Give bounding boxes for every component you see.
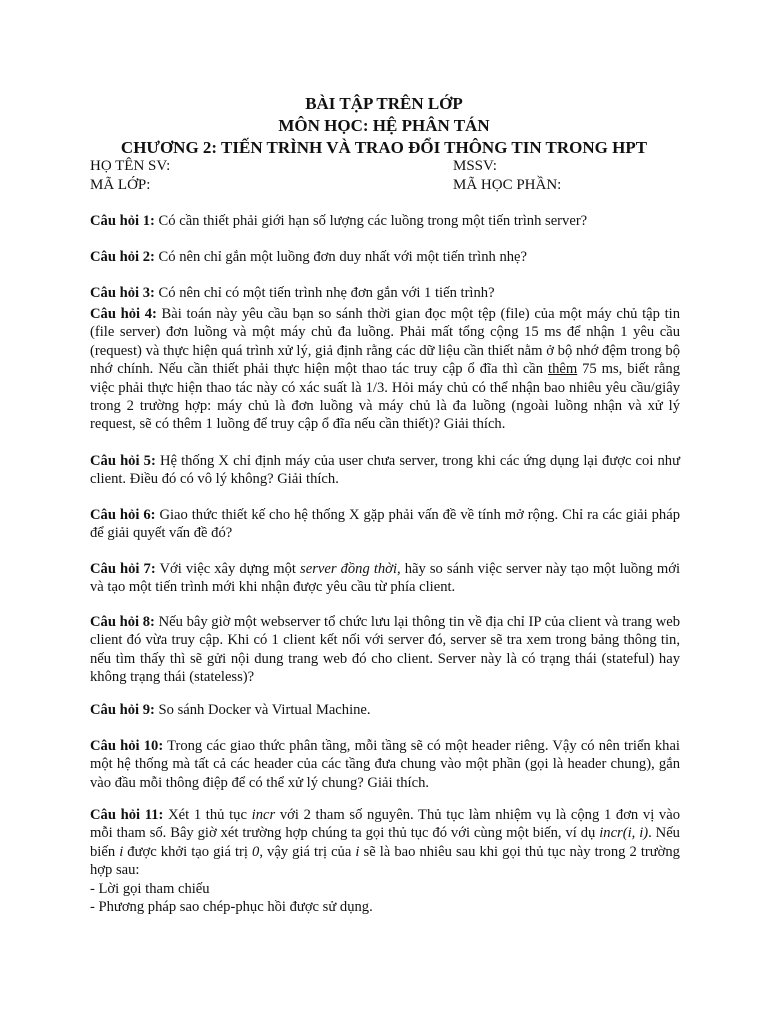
question-label: Câu hỏi 4:	[90, 306, 157, 322]
class-code-label: MÃ LỚP:	[90, 177, 151, 193]
question-label: Câu hỏi 7:	[90, 561, 156, 577]
question-9	[90, 701, 680, 719]
question-text: Bài toán này yêu cầu bạn so sánh thời gian đọc một tệp (file) của một máy chủ tập tin (file server) đơn luồng và một máy chủ đa luồng. Phải mất tổng cộng 15 ms để nhận 1 yêu cầu (request) và thực hiện quá trình xử lý, giả định rằng các dữ liệu cần thiết nằm ở bộ nhớ đệm trong bộ nhớ chính. Nếu cần thiết phải thực hiện một thao tác truy cập ổ đĩa thì cần	[90, 306, 680, 378]
question-text: 75 ms, biết rằng việc phải thực hiện thao tác này có xác suất là 1/3. Hỏi máy chủ có thể nhận bao nhiêu yêu cầu/giây trong 2 trường hợp: máy chủ là đơn luồng và máy chủ là đa luồng (ngoài luồng nhận và xử lý request, sẽ có thêm 1 luồng để truy cập ổ đĩa nếu cần thiết)? Giải thích.	[90, 361, 680, 433]
question-5	[90, 452, 680, 489]
question-2	[90, 248, 680, 266]
course-code-label: MÃ HỌC PHẦN:	[453, 177, 562, 193]
header-title-chapter: CHƯƠNG 2: TIẾN TRÌNH VÀ TRAO ĐỔI THÔNG TIN TRONG HPT	[120, 138, 648, 157]
question-text-italic: incr	[251, 807, 276, 823]
question-text: Có cần thiết phải giới hạn số lượng các luồng trong một tiến trình server?	[158, 213, 588, 229]
question-text: Có nên chỉ có một tiến trình nhẹ đơn gắn với 1 tiến trình?	[158, 285, 495, 301]
student-id-label: MSSV:	[453, 158, 497, 174]
question-4	[90, 305, 680, 434]
question-text-italic: i	[355, 843, 360, 860]
question-1	[90, 212, 680, 230]
question-text: Hệ thống X chỉ định máy của user chưa server, trong khi các ứng dụng lại được coi như client. Điều đó có vô lý không? Giải thích.	[90, 453, 681, 488]
question-text: Xét 1 thủ tục	[168, 807, 252, 823]
question-text: , hãy so sánh việc server này tạo một luồng mới và tạo một tiến trình mới khi nhận được yêu cầu từ phía client.	[90, 561, 681, 596]
student-name-label: HỌ TÊN SV:	[90, 158, 171, 174]
list-item: - Phương pháp sao chép-phục hồi được sử dụng.	[90, 899, 373, 916]
list-item: - Lời gọi tham chiếu	[90, 880, 210, 897]
question-label: Câu hỏi 6:	[90, 507, 156, 523]
question-text: với 2 tham số nguyên. Thủ tục làm nhiệm vụ là cộng 1 đơn vị vào mỗi tham số. Bây giờ xét trường hợp chúng ta gọi thủ tục đó với cùng một biến, ví dụ	[90, 807, 680, 842]
question-text: . Nếu biến	[90, 825, 680, 860]
question-text: được khởi tạo giá trị	[123, 843, 253, 860]
question-10	[90, 737, 680, 792]
header-title-course: MÔN HỌC: HỆ PHÂN TÁN	[278, 116, 490, 135]
question-label: Câu hỏi 5:	[90, 453, 156, 469]
question-text: Nếu bây giờ một webserver tổ chức lưu lại thông tin về địa chỉ IP của client và trang web client đó vừa truy cập. Khi có 1 client kết nối với server đó, server sẽ tra xem trong bảng thông tin, nếu tìm thấy thì sẽ gửi nội dung trang web đó cho client. Server này là có trạng thái (stateful) hay không trạng thái (stateless)?	[90, 614, 681, 686]
question-label: Câu hỏi 9:	[90, 702, 155, 718]
header-title-1: BÀI TẬP TRÊN LỚP	[305, 94, 463, 113]
question-label: Câu hỏi 8:	[90, 614, 155, 630]
question-label: Câu hỏi 1:	[90, 213, 155, 229]
question-text-underlined: thêm	[548, 361, 578, 378]
question-text: Với việc xây dựng một	[159, 561, 301, 577]
question-11	[90, 806, 680, 916]
question-label: Câu hỏi 2:	[90, 249, 155, 265]
question-text: Giao thức thiết kế cho hệ thống X gặp phải vấn đề về tính mở rộng. Chỉ ra các giải pháp để giải quyết vấn đề đó?	[90, 507, 680, 542]
question-6	[90, 506, 680, 543]
question-text: Trong các giao thức phân tầng, mỗi tầng sẽ có một header riêng. Vậy có nên triển khai một hệ thống mà tất cả các header của các tầng đưa chung vào một phần (gọi là header chung), gắn vào đầu mỗi thông điệp để có thể xử lý chung? Giải thích.	[90, 738, 680, 791]
question-text-italic: server đồng thời	[300, 561, 398, 577]
question-text: Có nên chỉ gắn một luồng đơn duy nhất với một tiến trình nhẹ?	[158, 249, 528, 265]
question-label: Câu hỏi 3:	[90, 285, 155, 301]
question-text: So sánh Docker và Virtual Machine.	[158, 702, 371, 718]
question-text-italic: incr(i, i)	[599, 825, 649, 842]
question-3	[90, 284, 680, 302]
question-text: sẽ là bao nhiêu sau khi gọi thủ tục này trong 2 trường hợp sau:	[90, 843, 680, 879]
question-text: , vậy giá trị của	[259, 843, 356, 860]
question-8	[90, 613, 680, 687]
question-label: Câu hỏi 11:	[90, 807, 164, 823]
question-7	[90, 560, 680, 597]
question-text-italic: i	[119, 843, 124, 860]
question-label: Câu hỏi 10:	[90, 738, 164, 754]
question-text-italic: 0	[252, 843, 260, 860]
